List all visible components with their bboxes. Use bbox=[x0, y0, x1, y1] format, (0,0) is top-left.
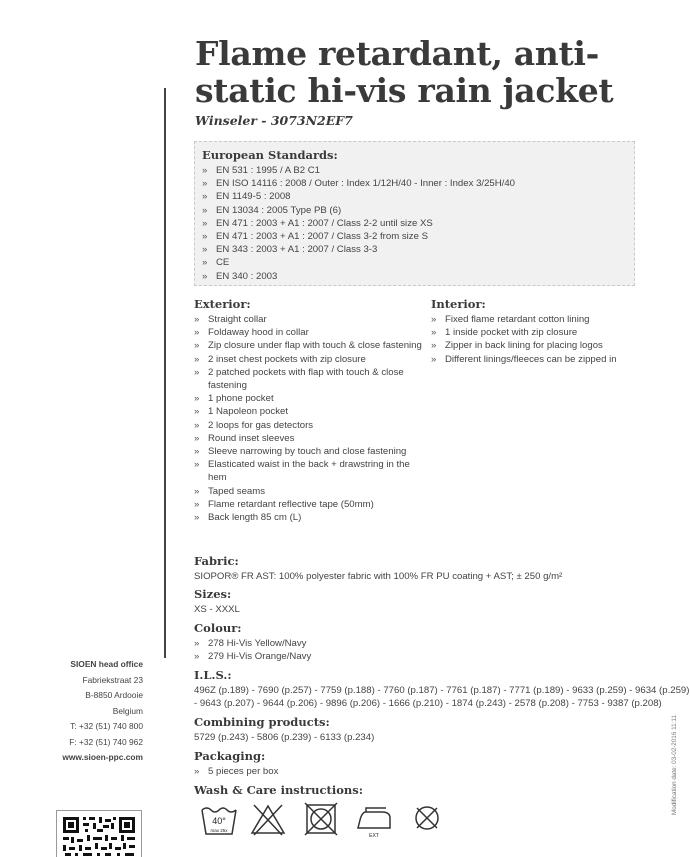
list-item: » 2 loops for gas detectors bbox=[194, 419, 426, 432]
address-country: Belgium bbox=[112, 705, 143, 716]
list-item: » Back length 85 cm (L) bbox=[194, 511, 426, 524]
fabric-text: SIOPOR® FR AST: 100% polyester fabric with 100% FR PU coating + AST; ± 250 g/m² bbox=[194, 571, 563, 582]
address-fax: F: +32 (51) 740 962 bbox=[69, 736, 143, 747]
packaging-heading: Packaging: bbox=[194, 749, 266, 763]
list-item: » EN 340 : 2003 bbox=[202, 270, 634, 283]
standards-heading: European Standards: bbox=[202, 148, 338, 162]
list-item: » EN 471 : 2003 + A1 : 2007 / Class 2-2 until size XS bbox=[202, 217, 634, 230]
list-item: » 5 pieces per box bbox=[194, 765, 684, 778]
combining-section bbox=[194, 715, 684, 744]
combining-heading: Combining products: bbox=[194, 715, 330, 729]
list-item: » EN 471 : 2003 + A1 : 2007 / Class 3-2 from size S bbox=[202, 230, 634, 243]
address-street: Fabriekstraat 23 bbox=[82, 674, 143, 685]
care-symbols bbox=[194, 800, 454, 846]
list-item: » 2 patched pockets with flap with touch & close fastening bbox=[194, 366, 426, 392]
list-item: » 1 Napoleon pocket bbox=[194, 405, 426, 418]
list-item: » Round inset sleeves bbox=[194, 432, 426, 445]
list-item: » Sleeve narrowing by touch and close fastening bbox=[194, 445, 426, 458]
qr-code-icon bbox=[57, 811, 142, 857]
colour-list bbox=[194, 637, 684, 663]
list-item: » 278 Hi-Vis Yellow/Navy bbox=[194, 637, 684, 650]
exterior-heading: Exterior: bbox=[194, 297, 251, 311]
list-item: » Foldaway hood in collar bbox=[194, 326, 426, 339]
combining-text: 5729 (p.243) - 5806 (p.239) - 6133 (p.234) bbox=[194, 732, 375, 743]
packaging-list bbox=[194, 765, 684, 778]
sizes-text: XS - XXXL bbox=[194, 604, 240, 615]
list-item: » Flame retardant reflective tape (50mm) bbox=[194, 498, 426, 511]
iron-label: EXT bbox=[369, 833, 379, 839]
care-section bbox=[194, 783, 684, 799]
interior-section bbox=[431, 297, 661, 366]
standards-list bbox=[202, 164, 634, 283]
no-dry-clean-icon bbox=[409, 800, 445, 836]
colour-section bbox=[194, 621, 684, 663]
list-item: » Taped seams bbox=[194, 485, 426, 498]
iron-icon bbox=[354, 800, 394, 840]
no-tumble-dry-icon bbox=[302, 800, 340, 838]
list-item: » Straight collar bbox=[194, 313, 426, 326]
ils-line-1: 496Z (p.189) - 7690 (p.257) - 7759 (p.188) - 7760 (p.187) - 7761 (p.187) - 7771 (p.189) - 9633 (p.259) - 9634 (p.259) bbox=[194, 685, 690, 696]
ils-heading: I.L.S.: bbox=[194, 668, 232, 682]
list-item: » 279 Hi-Vis Orange/Navy bbox=[194, 650, 684, 663]
wash-40-icon bbox=[200, 800, 238, 838]
exterior-list bbox=[194, 313, 426, 524]
list-item: » 1 phone pocket bbox=[194, 392, 426, 405]
list-item: » Zipper in back lining for placing logos bbox=[431, 339, 661, 352]
sizes-section bbox=[194, 587, 684, 616]
packaging-section bbox=[194, 749, 684, 778]
fabric-section bbox=[194, 554, 684, 583]
fabric-heading: Fabric: bbox=[194, 554, 239, 568]
standards-box bbox=[194, 141, 635, 286]
page-title: Flame retardant, anti-static hi-vis rain jacket bbox=[195, 34, 614, 110]
qr-code bbox=[56, 810, 142, 857]
list-item: » Different linings/fleeces can be zipped in bbox=[431, 353, 661, 366]
company-address bbox=[23, 657, 143, 766]
list-item: » EN 343 : 2003 + A1 : 2007 / Class 3-3 bbox=[202, 243, 634, 256]
wash-temp-label: 40° bbox=[212, 816, 226, 826]
exterior-section bbox=[194, 297, 426, 524]
ils-section bbox=[194, 668, 690, 710]
wash-cycles-label: max 25x bbox=[210, 828, 228, 833]
list-item: » EN 13034 : 2005 Type PB (6) bbox=[202, 204, 634, 217]
list-item: » EN ISO 14116 : 2008 / Outer : Index 1/12H/40 - Inner : Index 3/25H/40 bbox=[202, 177, 634, 190]
address-city: B-8850 Ardooie bbox=[85, 690, 143, 700]
vertical-divider bbox=[164, 88, 166, 658]
company-name: SIOEN head office bbox=[70, 659, 143, 669]
list-item: » Zip closure under flap with touch & close fastening bbox=[194, 339, 426, 352]
list-item: » 1 inside pocket with zip closure bbox=[431, 326, 661, 339]
care-heading: Wash & Care instructions: bbox=[194, 783, 363, 797]
product-code: Winseler - 3073N2EF7 bbox=[195, 113, 353, 128]
colour-heading: Colour: bbox=[194, 621, 242, 635]
ils-line-2: - 9643 (p.207) - 9644 (p.206) - 9896 (p.206) - 1666 (p.210) - 1874 (p.243) - 2578 (p.208) - 7753 - 9387 (p.208) bbox=[194, 698, 662, 710]
interior-list bbox=[431, 313, 661, 366]
list-item: » EN 1149-5 : 2008 bbox=[202, 190, 634, 203]
list-item: » CE bbox=[202, 256, 634, 269]
interior-heading: Interior: bbox=[431, 297, 486, 311]
no-bleach-icon bbox=[249, 800, 287, 838]
list-item: » Elasticated waist in the back + drawstring in the hem bbox=[194, 458, 426, 484]
list-item: » Fixed flame retardant cotton lining bbox=[431, 313, 661, 326]
company-website[interactable]: www.sioen-ppc.com bbox=[62, 752, 143, 762]
address-phone: T: +32 (51) 740 800 bbox=[70, 721, 143, 731]
sizes-heading: Sizes: bbox=[194, 587, 232, 601]
list-item: » EN 531 : 1995 / A B2 C1 bbox=[202, 164, 634, 177]
list-item: » 2 inset chest pockets with zip closure bbox=[194, 353, 426, 366]
modification-date: Modification date: 03-02-2016 11:11 bbox=[671, 715, 678, 815]
